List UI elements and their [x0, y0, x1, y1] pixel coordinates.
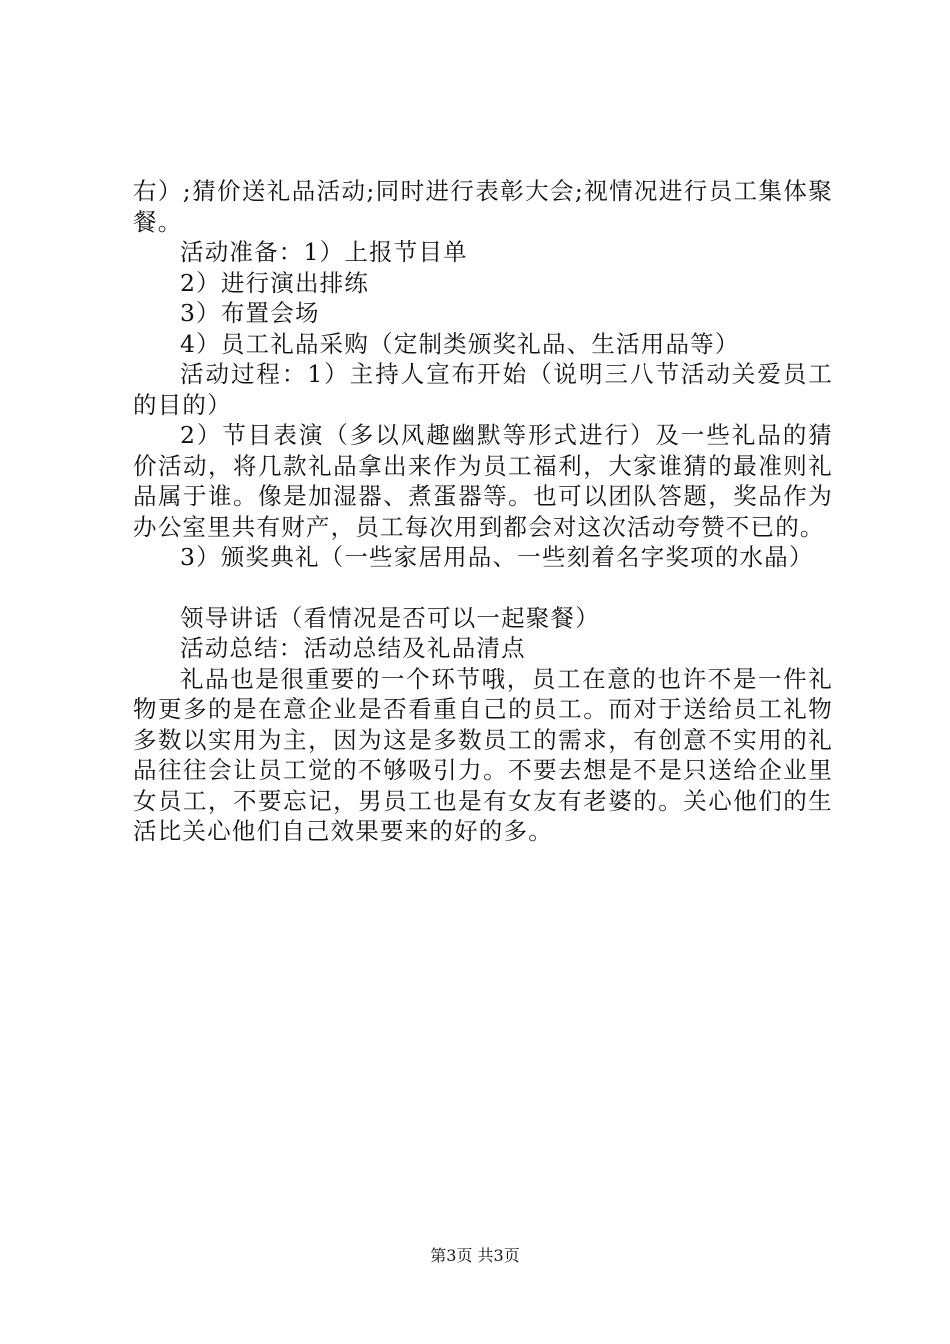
paragraph-performance: 2）节目表演（多以风趣幽默等形式进行）及一些礼品的猜价活动，将几款礼品拿出来作为员工福利，大家谁猜的最准则礼品属于谁。像是加湿器、煮蛋器等。也可以团队答题，奖品作为办公室里共有财产，员工每次用到都会对这次活动夸赞不已的。 [133, 421, 833, 541]
paragraph-leader-speech: 领导讲话（看情况是否可以一起聚餐） [180, 603, 600, 632]
page-number-footer: 第3页 共3页 [430, 1246, 520, 1265]
paragraph-venue: 3）布置会场 [180, 299, 320, 327]
document-body [133, 176, 833, 847]
paragraph-process: 活动过程：1）主持人宣布开始（说明三八节活动关爱员工的目的） [133, 360, 833, 419]
paragraph-preparation: 活动准备：1）上报节目单 [180, 238, 468, 266]
paragraph-rehearsal: 2）进行演出排练 [180, 268, 370, 297]
paragraph-gap [133, 573, 833, 603]
paragraph-intro-continuation: 右）;猜价送礼品活动;同时进行表彰大会;视情况进行员工集体聚餐。 [133, 177, 833, 236]
paragraph-summary: 活动总结：活动总结及礼品清点 [180, 634, 526, 662]
paragraph-gift-importance: 礼品也是很重要的一个环节哦，员工在意的也许不是一件礼物更多的是在意企业是否看重自己的员工。而对于送给员工礼物多数以实用为主，因为这是多数员工的需求，有创意不实用的礼品往往会让员工觉的不够吸引力。不要去想是不是只送给企业里女员工，不要忘记，男员工也是有女友有老婆的。关心他们的生活比关心他们自己效果要来的好的多。 [133, 664, 833, 845]
paragraph-gift-purchase: 4）员工礼品采购（定制类颁奖礼品、生活用品等） [180, 329, 740, 358]
paragraph-award-ceremony: 3）颁奖典礼（一些家居用品、一些刻着名字奖项的水晶） [180, 543, 814, 571]
